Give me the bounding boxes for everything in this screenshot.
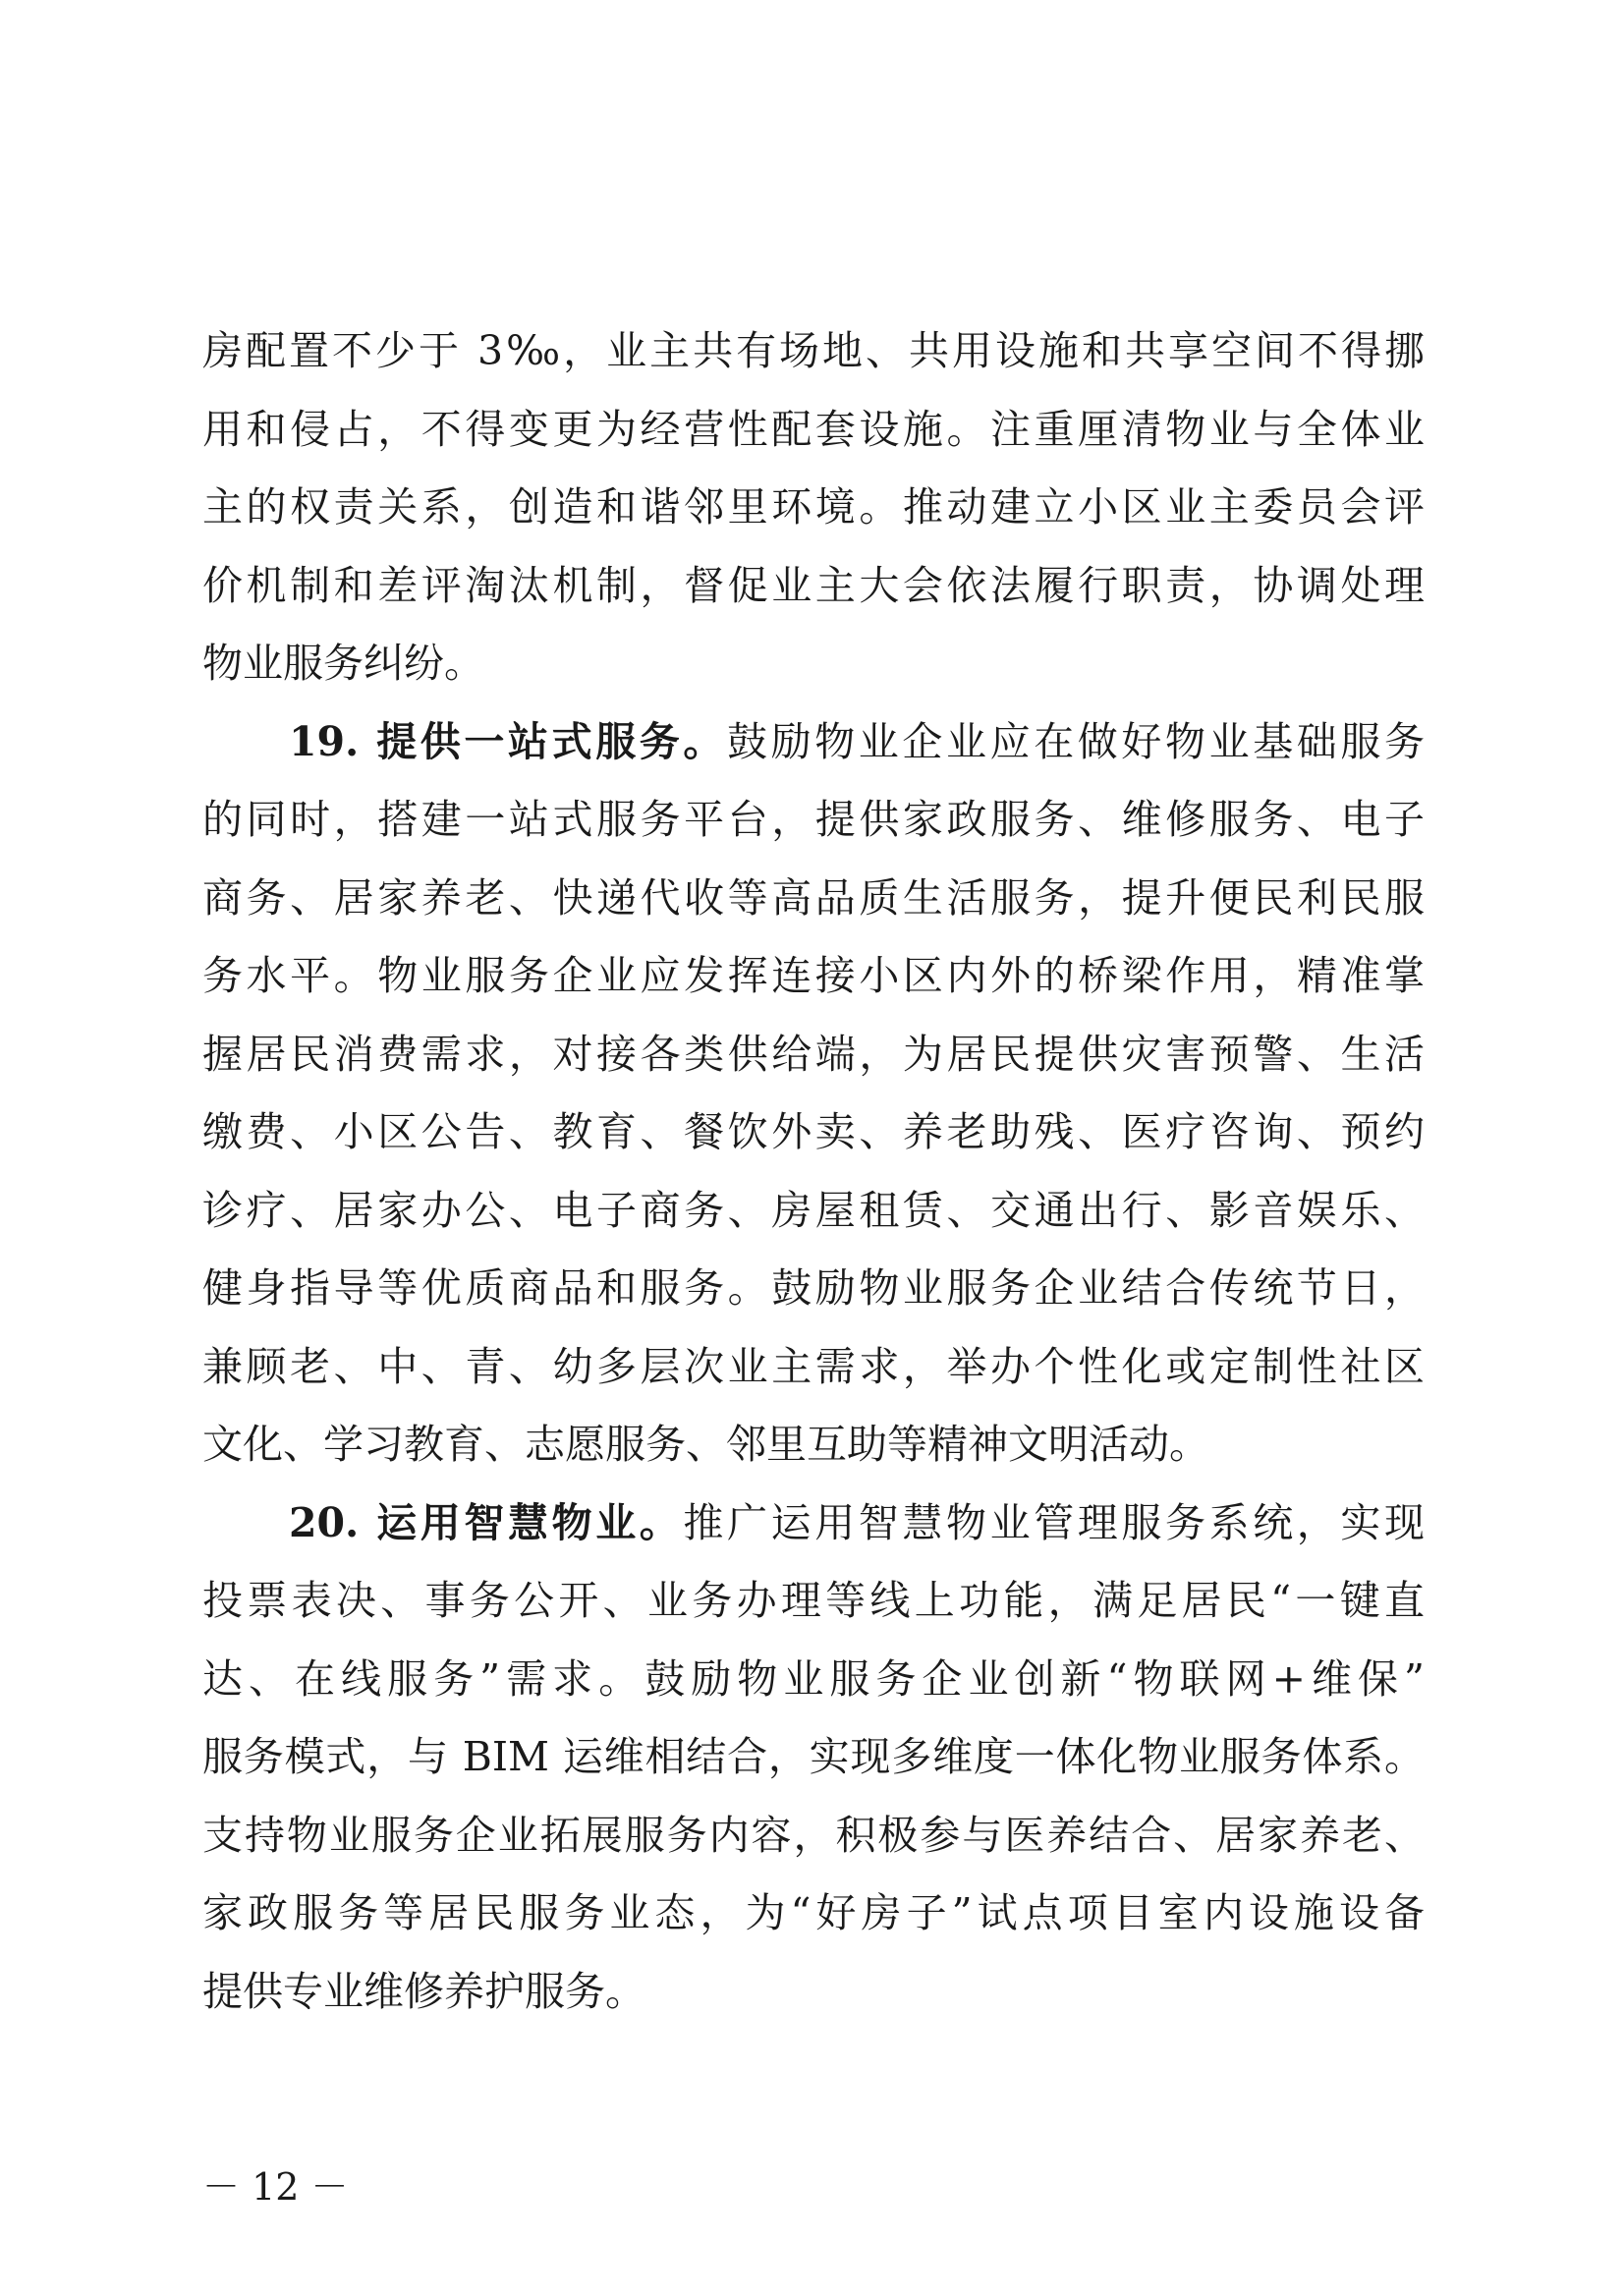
text-line: 达、在线服务”需求。鼓励物业服务企业创新“物联网+维保”	[202, 1654, 1425, 1703]
section-19-first-line	[202, 703, 1425, 782]
text-line: 诊疗、居家办公、电子商务、房屋租赁、交通出行、影音娱乐、	[202, 1186, 1425, 1234]
text-line: 支持物业服务企业拓展服务内容，积极参与医养结合、居家养老、	[202, 1811, 1425, 1859]
text-line: 务水平。物业服务企业应发挥连接小区内外的桥梁作用，精准掌	[202, 952, 1425, 999]
section-20-first-line	[202, 1484, 1425, 1563]
body-text	[202, 312, 1425, 2031]
text-line: 家政服务等居民服务业态，为“好房子”试点项目室内设施设备	[202, 1889, 1425, 1936]
text-line: 缴费、小区公告、教育、餐饮外卖、养老助残、医疗咨询、预约	[202, 1108, 1425, 1155]
text-span: 推广运用智慧物业管理服务系统，实现	[683, 1498, 1425, 1546]
text-span: 鼓励物业企业应在做好物业基础服务	[727, 717, 1425, 765]
text-line: 房配置不少于 3‰，业主共有场地、共用设施和共享空间不得挪	[202, 327, 1425, 374]
text-line: 文化、学习教育、志愿服务、邻里互助等精神文明活动。	[202, 1421, 1209, 1468]
text-line: 提供专业维修养护服务。	[202, 1967, 645, 2015]
section-20-heading: 20. 运用智慧物业。	[289, 1498, 684, 1546]
text-line: 服务模式，与 BIM 运维相结合，实现多维度一体化物业服务体系。	[202, 1733, 1425, 1780]
text-line: 物业服务纠纷。	[202, 640, 484, 687]
text-line: 价机制和差评淘汰机制，督促业主大会依法履行职责，协调处理	[202, 561, 1425, 609]
text-line: 握居民消费需求，对接各类供给端，为居民提供灾害预警、生活	[202, 1030, 1425, 1078]
text-line: 用和侵占，不得变更为经营性配套设施。注重厘清物业与全体业	[202, 405, 1425, 453]
text-line: 商务、居家养老、快递代收等高品质生活服务，提升便民利民服	[202, 873, 1425, 922]
text-line: 的同时，搭建一站式服务平台，提供家政服务、维修服务、电子	[202, 796, 1425, 843]
section-19-heading: 19. 提供一站式服务。	[289, 717, 727, 765]
text-line: 投票表决、事务公开、业务办理等线上功能，满足居民“一键直	[202, 1577, 1425, 1624]
page-number: － 12 －	[202, 2165, 349, 2209]
text-line: 兼顾老、中、青、幼多层次业主需求，举办个性化或定制性社区	[202, 1342, 1425, 1390]
text-line: 主的权责关系，创造和谐邻里环境。推动建立小区业主委员会评	[202, 483, 1425, 531]
text-line: 健身指导等优质商品和服务。鼓励物业服务企业结合传统节日，	[202, 1264, 1425, 1312]
